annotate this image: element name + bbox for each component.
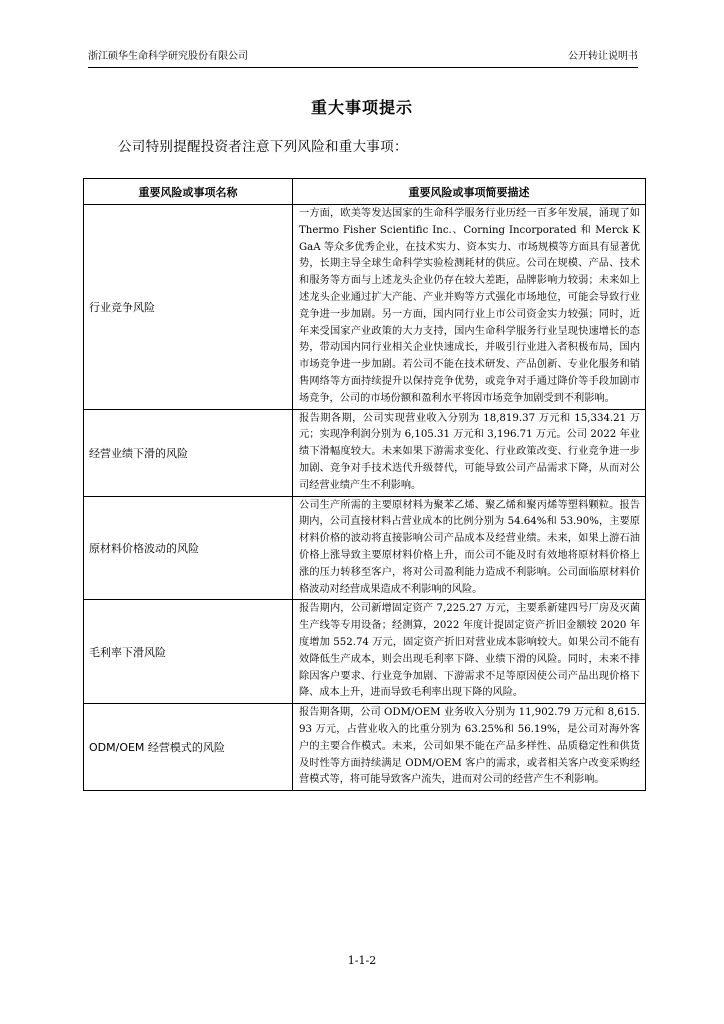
page-number: 1-1-2 xyxy=(347,954,377,967)
risk-table-header-row xyxy=(84,179,646,205)
table-row xyxy=(84,205,646,410)
page-title: 重大事项提示 xyxy=(310,98,413,117)
risk-name-raw-material-price: 原材料价格波动的风险 xyxy=(84,496,293,600)
header-document-type: 公开转让说明书 xyxy=(568,51,638,62)
table-row xyxy=(84,704,646,791)
risk-name-industry-competition: 行业竞争风险 xyxy=(84,205,293,410)
risk-name-performance-decline: 经营业绩下滑的风险 xyxy=(84,409,293,496)
table-row xyxy=(84,600,646,704)
risk-table xyxy=(83,178,646,791)
risk-description-performance-decline: 报告期各期，公司实现营业收入分别为 18,819.37 万元和 15,334.21 万元；实现净利润分别为 6,105.31 万元和 3,196.71 万元。公司 2022 年业绩下滑幅度较大。未来如果下游需求变化、行业政策改变、行业竞争进一步加剧、竞争对手技术迭代升级替代，可能导致公司产品需求下降，从而对公司经营业绩产生不利影响。 xyxy=(293,409,646,496)
header-company-name: 浙江硕华生命科学研究股份有限公司 xyxy=(88,51,248,62)
risk-description-gross-margin: 报告期内，公司新增固定资产 7,225.27 万元，主要系新建四号厂房及灭菌生产线等专用设备；经测算，2022 年度计提固定资产折旧金额较 2020 年度增加 552.74 万元，固定资产折旧对营业成本影响较大。如果公司不能有效降低生产成本，则会出现毛利率下降、业绩下滑的风险。同时，未来不排除因客户要求、行业竞争加剧、下游需求不足等原因使公司产品出现价格下降、成本上升，进而导致毛利率出现下降的风险。 xyxy=(293,600,646,704)
risk-name-odm-oem-model: ODM/OEM 经营模式的风险 xyxy=(84,704,293,791)
risk-description-industry-competition: 一方面，欧美等发达国家的生命科学服务行业历经一百多年发展，涌现了如 Thermo Fisher Scientific Inc.、Corning Incorporated 和 Merck KGaA 等众多优秀企业，在技术实力、资本实力、市场规模等方面具有显著优势，长期主导全球生命科学实验检测耗材的供应。公司在规模、产品、技术和服务等方面与上述龙头企业仍存在较大差距，品牌影响力较弱；未来如上述龙头企业通过扩大产能、产业并购等方式强化市场地位，可能会导致行业竞争进一步加剧。另一方面，国内同行业上市公司资金实力较强；同时，近年来受国家产业政策的大力支持，国内生命科学服务行业呈现快速增长的态势，带动国内同行业相关企业快速成长，并吸引行业进入者积极布局，国内市场竞争进一步加剧。若公司不能在技术研发、产品创新、专业化服务和销售网络等方面持续提升以保持竞争优势，或竞争对手通过降价等手段加剧市场竞争，公司的市场份额和盈利水平将因市场竞争加剧受到不利影响。 xyxy=(293,205,646,410)
page-header xyxy=(88,50,638,68)
table-row xyxy=(84,496,646,600)
table-row xyxy=(84,409,646,496)
risk-description-odm-oem-model: 报告期各期，公司 ODM/OEM 业务收入分别为 11,902.79 万元和 8,615.93 万元，占营业收入的比重分别为 63.25%和 56.19%，是公司对海外客户的主要合作模式。未来，公司如果不能在产品多样性、品质稳定性和供货及时性等方面持续满足 ODM/OEM 客户的需求，或者相关客户改变采购经营模式等，将可能导致客户流失，进而对公司的经营产生不利影响。 xyxy=(293,704,646,791)
risk-name-gross-margin: 毛利率下滑风险 xyxy=(84,600,293,704)
column-header-risk-name: 重要风险或事项名称 xyxy=(84,179,293,205)
intro-text: 公司特别提醒投资者注意下列风险和重大事项： xyxy=(118,139,408,155)
risk-description-raw-material-price: 公司生产所需的主要原材料为聚苯乙烯、聚乙烯和聚丙烯等塑料颗粒。报告期内，公司直接材料占营业成本的比例分别为 54.64%和 53.90%，主要原材料价格的波动将直接影响公司产品成本及经营业绩。未来，如果上游石油价格上涨导致主要原材料价格上升，而公司不能及时有效地将原材料价格上涨的压力转移至客户，将对公司盈利能力造成不利影响。公司面临原材料价格波动对经营成果造成不利影响的风险。 xyxy=(293,496,646,600)
column-header-risk-description: 重要风险或事项简要描述 xyxy=(293,179,646,205)
